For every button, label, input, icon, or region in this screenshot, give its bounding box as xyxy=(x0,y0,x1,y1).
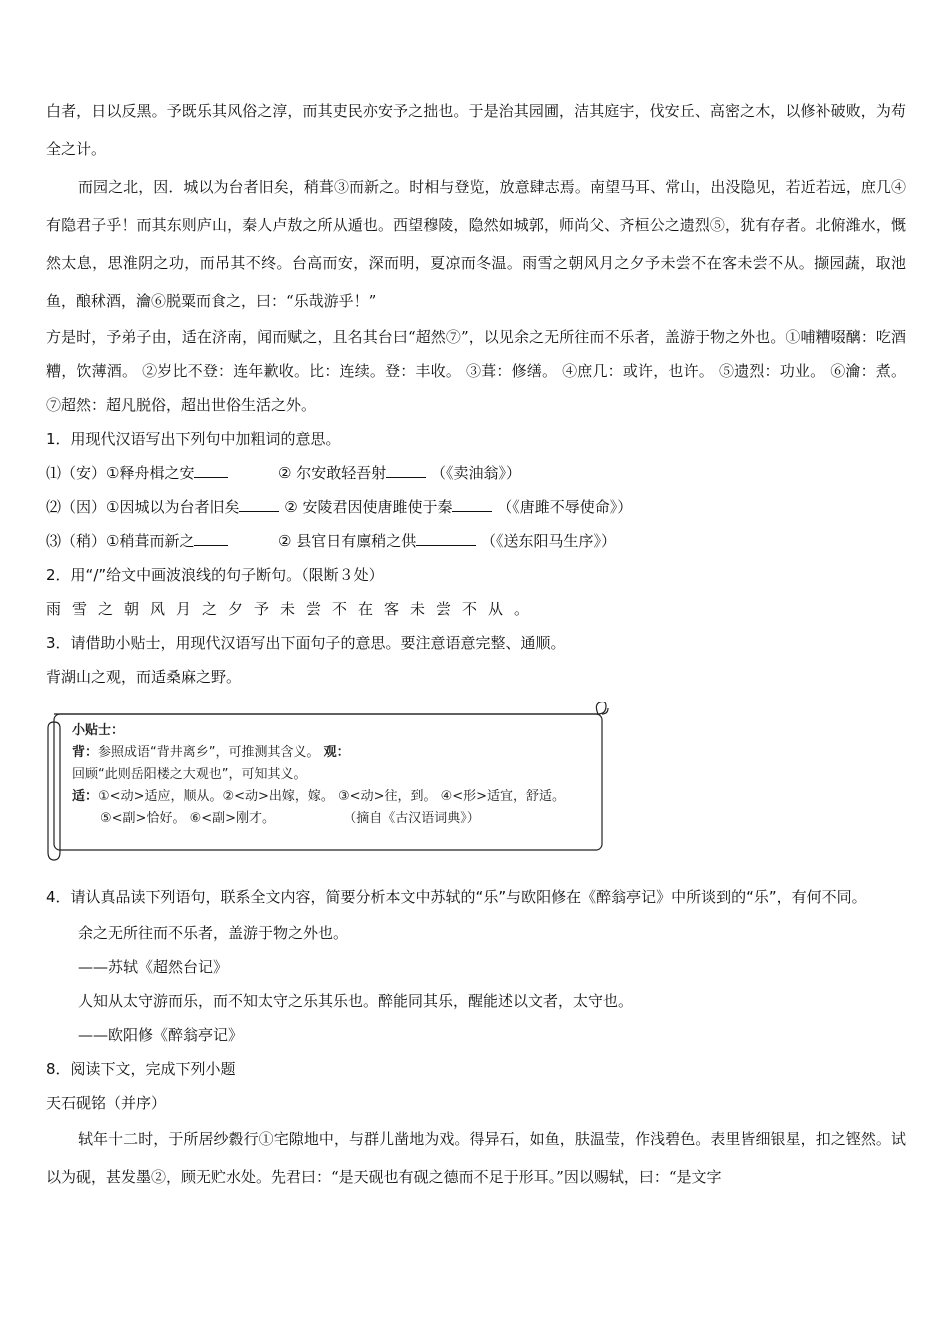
q1-a-part2: ② 尔安敢轻吾射 xyxy=(278,464,387,482)
answer-blank[interactable] xyxy=(452,497,492,512)
tip-shi-label: 适： xyxy=(72,789,99,804)
answer-blank[interactable] xyxy=(194,531,228,546)
tip-guan-label: 观： xyxy=(323,745,350,760)
question-4-quote-2: 人知从太守游而乐，而不知太守之乐其乐也。醉能同其乐，醒能述以文者，太守也。 xyxy=(78,992,634,1010)
question-4-source-2: ——欧阳修《醉翁亭记》 xyxy=(78,1026,244,1044)
question-4-source-1: ——苏轼《超然台记》 xyxy=(78,958,229,976)
tip-bei-text: 参照成语“背井离乡”，可推测其含义。 xyxy=(98,745,320,760)
q1-a-part1: ⑴（安）①释舟楫之安 xyxy=(46,464,195,482)
question-1-a xyxy=(46,456,906,490)
answer-blank[interactable] xyxy=(194,463,228,478)
tip-source: （摘自《古汉语词典》） xyxy=(343,811,480,826)
tip-guan-text: 回顾“此则岳阳楼之大观也”，可知其义。 xyxy=(72,767,307,782)
answer-blank[interactable] xyxy=(239,497,279,512)
question-4-quote-1: 余之无所往而不乐者，盖游于物之外也。 xyxy=(78,924,349,942)
q1-b-part2: ② 安陵君因使唐雎使于秦 xyxy=(284,498,453,516)
passage-paragraph-1: 白者，日以反黑。予既乐其风俗之淳，而其吏民亦安予之拙也。于是治其园圃，洁其庭宇，伐安丘、高密之木，以修补破败，为苟全之计。 xyxy=(46,102,906,158)
question-4-title: 4．请认真品读下列语句，联系全文内容，简要分析本文中苏轼的“乐”与欧阳修在《醉翁亭记》中所谈到的“乐”，有何不同。 xyxy=(46,888,867,906)
tip-title: 小贴士： xyxy=(72,723,125,738)
question-1-title: 1．用现代汉语写出下列句中加粗词的意思。 xyxy=(46,430,341,448)
question-1-b xyxy=(46,490,906,524)
section-8-body: 轼年十二时，于所居纱縠行①宅隙地中，与群儿凿地为戏。得异石，如鱼，肤温莹，作浅碧色。表里皆细银星，扣之铿然。试以为砚，甚发墨②，顾无贮水处。先君曰：“是天砚也有砚之德而不足于形耳。”因以赐轼，曰：“是文字 xyxy=(46,1130,906,1186)
question-3-sentence: 背湖山之观，而适桑麻之野。 xyxy=(46,668,242,686)
q1-b-part1: ⑵（因）①因城以为台者旧矣 xyxy=(46,498,240,516)
question-3-title: 3．请借助小贴士，用现代汉语写出下面句子的意思。要注意语意完整、通顺。 xyxy=(46,634,566,652)
passage-paragraph-2: 而园之北，因．城以为台者旧矣，稍葺③而新之。时相与登览，放意肆志焉。南望马耳、常山，出没隐见，若近若远，庶几④有隐君子乎！而其东则庐山，秦人卢敖之所从遁也。西望穆陵，隐然如城郭，师尚父、齐桓公之遗烈⑤，犹有存者。北俯潍水，慨然太息，思淮阴之功，而吊其不终。台高而安，深而明，夏凉而冬温。雨雪之朝风月之夕予未尝不在客未尝不从。撷园蔬，取池鱼，酿秫酒，瀹⑥脱粟而食之，曰：“乐哉游乎！” xyxy=(46,178,906,310)
tip-shi-text-2: ⑤<副>恰好。 ⑥<副>刚才。 xyxy=(100,811,276,826)
question-2-sentence: 雨雪之朝风月之夕予未尝不在客未尝不从。 xyxy=(46,600,541,618)
q1-c-source: （《送东阳马生序》） xyxy=(481,532,617,550)
tip-scroll-box xyxy=(46,702,612,862)
section-8-title: 天石砚铭（并序） xyxy=(46,1094,167,1112)
q1-b-source: （《唐雎不辱使命》） xyxy=(497,498,633,516)
question-2-title: 2．用“/”给文中画波浪线的句子断句。（限断３处） xyxy=(46,566,384,584)
q1-c-part1: ⑶（稍）①稍葺而新之 xyxy=(46,532,195,550)
answer-blank[interactable] xyxy=(386,463,426,478)
answer-blank[interactable] xyxy=(416,531,476,546)
tip-bei-label: 背： xyxy=(72,745,99,760)
tip-content xyxy=(72,720,602,830)
tip-shi-text-1: ①<动>适应，顺从。②<动>出嫁，嫁。 ③<动>往，到。 ④<形>适宜，舒适。 xyxy=(98,789,566,804)
section-8-heading: 8．阅读下文，完成下列小题 xyxy=(46,1060,236,1078)
question-1-c xyxy=(46,524,906,558)
q1-a-source: （《卖油翁》） xyxy=(431,464,522,482)
q1-c-part2: ② 县官日有廪稍之供 xyxy=(278,532,417,550)
document-page xyxy=(46,92,906,1196)
passage-paragraph-3-notes: 方是时，予弟子由，适在济南，闻而赋之，且名其台曰“超然⑦”，以见余之无所往而不乐者，盖游于物之外也。①哺糟啜醨：吃酒糟，饮薄酒。 ②岁比不登：连年歉收。比：连续。登：丰收。 ③葺：修缮。 ④庶几：或许，也许。 ⑤遗烈：功业。 ⑥瀹：煮。 ⑦超然：超凡脱俗，超出世俗生活之外。 xyxy=(46,328,906,414)
